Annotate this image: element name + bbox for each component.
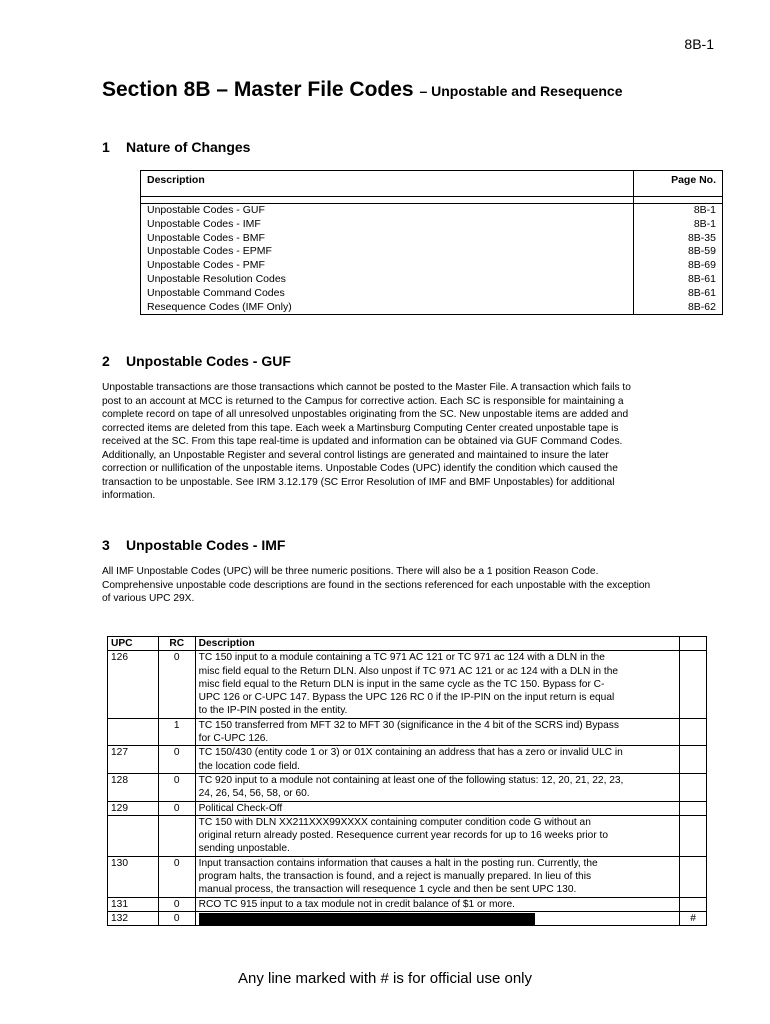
official-use-flag bbox=[680, 856, 707, 897]
rc-cell: 0 bbox=[158, 651, 195, 718]
change-page-number: 8B-61 bbox=[687, 286, 716, 299]
upc-cell: 129 bbox=[108, 801, 159, 815]
page-number: 8B-1 bbox=[684, 36, 714, 52]
paragraph-line: Additionally, an Unpostable Register and several control listings are generated and maintained to insure the later bbox=[102, 449, 609, 461]
column-header-description: Description bbox=[195, 637, 679, 651]
nature-of-changes-table bbox=[140, 170, 723, 315]
description-line: manual process, the transaction will resequence 1 cycle and then be sent UPC 130. bbox=[198, 884, 577, 896]
upc-cell: 131 bbox=[108, 897, 159, 911]
change-page-number: 8B-59 bbox=[687, 245, 716, 258]
description-line: TC 920 input to a module not containing at least one of the following status: 12, 20, 21, 22, 23, bbox=[198, 774, 624, 786]
description-line: to the IP-PIN posted in the entity. bbox=[198, 705, 348, 717]
description-cell bbox=[195, 651, 679, 718]
table-row bbox=[108, 911, 707, 925]
section-2-heading bbox=[102, 353, 291, 369]
change-description: Unpostable Resolution Codes bbox=[147, 272, 286, 285]
table-row bbox=[108, 718, 707, 746]
paragraph-line: of various UPC 29X. bbox=[102, 593, 195, 604]
paragraph-line: correction or nullification of the unpostable items. Unpostable Codes (UPC) identify the condition which caused the bbox=[102, 463, 618, 474]
paragraph-line: received at the SC. From this tape real-time is updated and information can be obtained via GUF Command Codes. bbox=[102, 436, 623, 447]
paragraph-line: complete record on tape of all unresolved unpostables originating from the SC. New unpostable items are added and bbox=[102, 409, 629, 420]
change-page-number: 8B-69 bbox=[687, 259, 716, 272]
description-cell bbox=[195, 746, 679, 774]
description-line: Political Check-Off bbox=[198, 802, 283, 814]
paragraph-line: transaction to be unpostable. See IRM 3.12.179 (SC Error Resolution of IMF and BMF Unpostables) for additional bbox=[102, 476, 615, 488]
description-line: RCO TC 915 input to a tax module not in credit balance of $1 or more. bbox=[198, 898, 515, 910]
official-use-flag bbox=[680, 773, 707, 801]
change-description: Resequence Codes (IMF Only) bbox=[147, 300, 292, 313]
section-1-number: 1 bbox=[102, 139, 110, 155]
description-line: original return already posted. Resequence current year records for up to 16 weeks prior to bbox=[198, 830, 609, 842]
description-line: TC 150 with DLN XX211XXX99XXXX containing computer condition code G without an bbox=[198, 816, 591, 828]
paragraph-line: Comprehensive unpostable code descriptions are found in the sections referenced for each unpostable with the exception bbox=[102, 579, 651, 591]
description-cell bbox=[195, 773, 679, 801]
redacted-text-block bbox=[199, 913, 535, 925]
page-title bbox=[102, 78, 623, 102]
description-line: sending unpostable. bbox=[198, 843, 290, 855]
table-header-row bbox=[108, 637, 707, 651]
section-3-heading bbox=[102, 537, 285, 553]
descriptions-cell bbox=[141, 204, 634, 315]
imf-unpostable-codes-table bbox=[107, 636, 707, 926]
paragraph-line: All IMF Unpostable Codes (UPC) will be three numeric positions. There will also be a 1 position Reason Code. bbox=[102, 566, 599, 577]
rc-cell bbox=[158, 815, 195, 856]
upc-cell bbox=[108, 718, 159, 746]
section-3-number: 3 bbox=[102, 537, 110, 553]
change-page-number: 8B-62 bbox=[687, 300, 716, 313]
column-header-description: Description bbox=[141, 171, 634, 197]
description-cell bbox=[195, 897, 679, 911]
description-line: Input transaction contains information that causes a halt in the posting run. Currently, the bbox=[198, 857, 598, 869]
description-line: program halts, the transaction is found, and a reject is manually prepared. In lieu of this bbox=[198, 871, 592, 883]
change-description: Unpostable Codes - IMF bbox=[147, 217, 261, 230]
upc-cell: 132 bbox=[108, 911, 159, 925]
official-use-flag bbox=[680, 801, 707, 815]
description-line: TC 150 transferred from MFT 32 to MFT 30 (significance in the 4 bit of the SCRS ind) Bypass bbox=[198, 719, 619, 731]
change-page-number: 8B-1 bbox=[693, 217, 716, 230]
description-line: misc field equal to the Return DLN is input in the same cycle as the TC 150. Bypass for C- bbox=[198, 678, 605, 690]
paragraph-line: post to an account at MCC is returned to the Campus for corrective action. Each SC is responsible for maintaining a bbox=[102, 395, 624, 407]
description-line: the location code field. bbox=[198, 760, 301, 772]
change-page-number: 8B-1 bbox=[693, 204, 716, 216]
official-use-flag: # bbox=[680, 911, 707, 925]
description-cell bbox=[195, 856, 679, 897]
section-3-paragraph bbox=[102, 565, 720, 606]
change-page-number: 8B-61 bbox=[687, 272, 716, 285]
description-line: misc field equal to the Return DLN. Also unpost if TC 971 AC 121 or ac 124 with a DLN in the bbox=[198, 665, 619, 677]
description-line: UPC 126 or C-UPC 147. Bypass the UPC 126 RC 0 if the IP-PIN on the input return is equal bbox=[198, 692, 615, 704]
section-2-number: 2 bbox=[102, 353, 110, 369]
table-row bbox=[108, 801, 707, 815]
description-line: TC 150/430 (entity code 1 or 3) or 01X containing an address that has a zero or invalid ULC in bbox=[198, 747, 623, 759]
title-main: Section 8B – Master File Codes bbox=[102, 78, 414, 101]
table-header-row bbox=[141, 171, 723, 197]
description-line: TC 150 input to a module containing a TC 971 AC 121 or TC 971 ac 124 with a DLN in the bbox=[198, 652, 605, 664]
rc-cell: 0 bbox=[158, 801, 195, 815]
upc-cell: 128 bbox=[108, 773, 159, 801]
description-cell bbox=[195, 911, 679, 925]
official-use-flag bbox=[680, 815, 707, 856]
title-subtitle: – Unpostable and Resequence bbox=[419, 83, 623, 99]
rc-cell: 0 bbox=[158, 911, 195, 925]
upc-cell: 127 bbox=[108, 746, 159, 774]
pages-cell bbox=[634, 204, 723, 315]
section-2-title: Unpostable Codes - GUF bbox=[126, 353, 291, 369]
column-header-flag bbox=[680, 637, 707, 651]
footer-note: Any line marked with # is for official use only bbox=[237, 970, 533, 987]
table-row bbox=[108, 746, 707, 774]
rc-cell: 0 bbox=[158, 773, 195, 801]
table-row bbox=[108, 815, 707, 856]
section-1-heading bbox=[102, 139, 250, 155]
change-description: Unpostable Codes - BMF bbox=[147, 231, 265, 244]
section-3-title: Unpostable Codes - IMF bbox=[126, 537, 286, 553]
change-page-number: 8B-35 bbox=[687, 231, 716, 244]
table-body-row bbox=[141, 204, 723, 315]
section-2-paragraph bbox=[102, 381, 720, 503]
paragraph-line: corrected items are deleted from this tape. Each week a Martinsburg Computing Center created unpostable tape is bbox=[102, 422, 619, 434]
official-use-flag bbox=[680, 897, 707, 911]
official-use-flag bbox=[680, 718, 707, 746]
paragraph-line: information. bbox=[102, 490, 156, 501]
change-description: Unpostable Codes - PMF bbox=[147, 259, 265, 272]
change-description: Unpostable Command Codes bbox=[147, 286, 285, 299]
table-row bbox=[108, 897, 707, 911]
column-header-rc: RC bbox=[158, 637, 195, 651]
description-cell bbox=[195, 815, 679, 856]
rc-cell: 0 bbox=[158, 746, 195, 774]
description-cell bbox=[195, 718, 679, 746]
official-use-flag bbox=[680, 746, 707, 774]
rc-cell: 0 bbox=[158, 897, 195, 911]
change-description: Unpostable Codes - GUF bbox=[147, 204, 265, 216]
upc-cell bbox=[108, 815, 159, 856]
change-description: Unpostable Codes - EPMF bbox=[147, 245, 272, 258]
description-cell bbox=[195, 801, 679, 815]
official-use-flag bbox=[680, 651, 707, 718]
column-header-upc: UPC bbox=[108, 637, 159, 651]
upc-cell: 130 bbox=[108, 856, 159, 897]
table-row bbox=[108, 773, 707, 801]
section-1-title: Nature of Changes bbox=[126, 139, 251, 155]
upc-cell: 126 bbox=[108, 651, 159, 718]
paragraph-line: Unpostable transactions are those transactions which cannot be posted to the Master File. A transaction which fails to bbox=[102, 382, 631, 393]
rc-cell: 0 bbox=[158, 856, 195, 897]
table-row bbox=[108, 651, 707, 718]
rc-cell: 1 bbox=[158, 718, 195, 746]
description-line: 24, 26, 54, 56, 58, or 60. bbox=[198, 788, 310, 800]
column-header-page: Page No. bbox=[634, 171, 723, 197]
description-line: for C-UPC 126. bbox=[198, 733, 269, 745]
table-row bbox=[108, 856, 707, 897]
